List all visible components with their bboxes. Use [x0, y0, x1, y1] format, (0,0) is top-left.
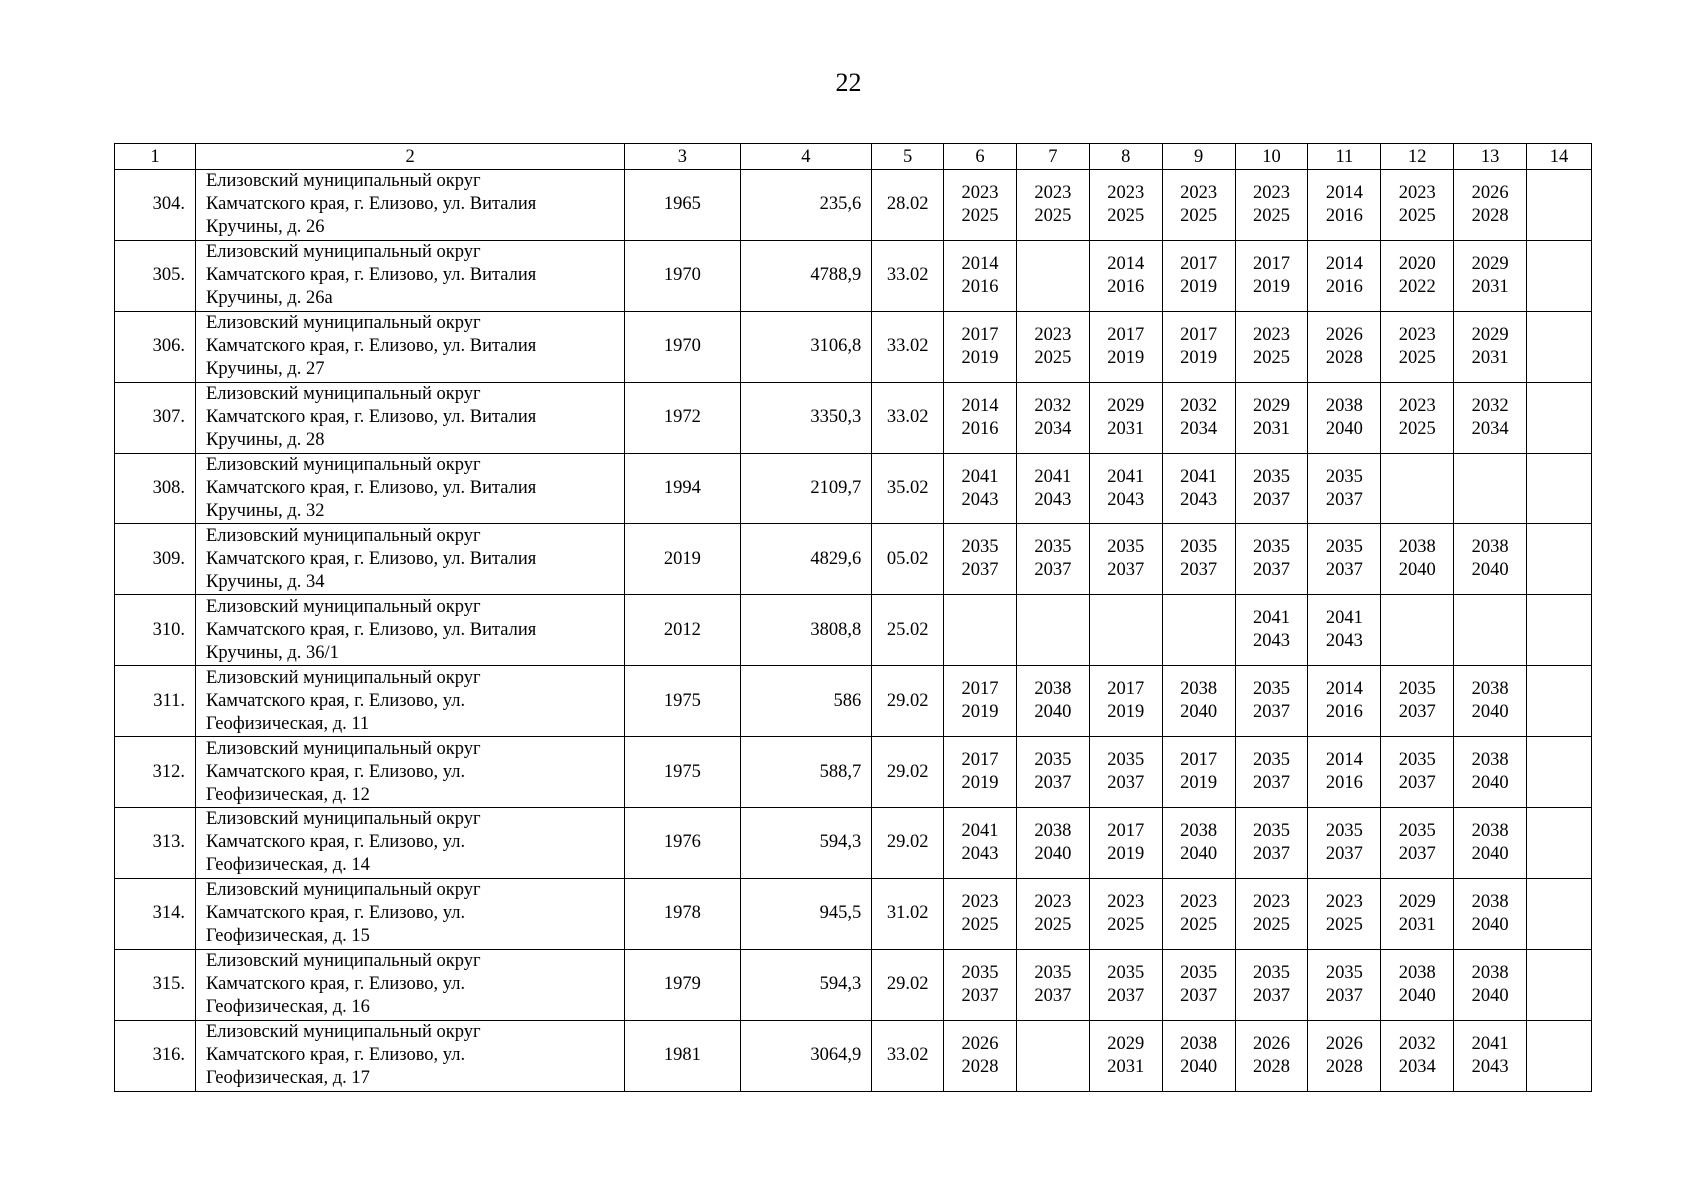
build-year-cell: 1972 [625, 382, 740, 453]
period-cell: 2038 2040 [1162, 808, 1235, 879]
address-cell: Елизовский муниципальный округ Камчатского края, г. Елизово, ул. Геофизическая, д. 14 [195, 808, 624, 879]
address-cell: Елизовский муниципальный округ Камчатского края, г. Елизово, ул. Виталия Кручины, д. 32 [195, 453, 624, 524]
address-cell: Елизовский муниципальный округ Камчатского края, г. Елизово, ул. Геофизическая, д. 12 [195, 737, 624, 808]
period-cell: 2038 2040 [1162, 666, 1235, 737]
row-number-cell: 305. [115, 240, 196, 311]
period-cell: 2035 2037 [1308, 808, 1381, 879]
period-cell: 2020 2022 [1381, 240, 1454, 311]
build-year-cell: 1970 [625, 240, 740, 311]
period-cell: 2035 2037 [1235, 949, 1308, 1020]
period-cell: 2035 2037 [944, 949, 1017, 1020]
area-cell: 3808,8 [740, 595, 872, 666]
address-cell: Елизовский муниципальный округ Камчатского края, г. Елизово, ул. Виталия Кручины, д. 27 [195, 311, 624, 382]
period-cell [1381, 453, 1454, 524]
period-cell: 2035 2037 [1016, 949, 1089, 1020]
area-cell: 588,7 [740, 737, 872, 808]
period-cell: 2038 2040 [1162, 1020, 1235, 1091]
period-cell [1527, 595, 1592, 666]
row-number-cell: 314. [115, 878, 196, 949]
period-cell: 2038 2040 [1454, 524, 1527, 595]
period-cell: 2041 2043 [944, 808, 1017, 879]
table-row [115, 666, 1592, 737]
period-cell [1454, 453, 1527, 524]
period-cell: 2035 2037 [1235, 524, 1308, 595]
table-row [115, 524, 1592, 595]
area-cell: 3106,8 [740, 311, 872, 382]
column-header: 11 [1308, 144, 1381, 170]
build-year-cell: 1970 [625, 311, 740, 382]
code-cell: 29.02 [872, 737, 944, 808]
period-cell: 2023 2025 [1235, 170, 1308, 241]
period-cell: 2029 2031 [1381, 878, 1454, 949]
period-cell: 2035 2037 [1235, 808, 1308, 879]
page-number: 22 [835, 68, 862, 97]
period-cell: 2017 2019 [1089, 311, 1162, 382]
code-cell: 29.02 [872, 949, 944, 1020]
row-number-cell: 312. [115, 737, 196, 808]
period-cell: 2038 2040 [1454, 878, 1527, 949]
table-body [115, 170, 1592, 1092]
build-year-cell: 1975 [625, 666, 740, 737]
period-cell: 2023 2025 [1308, 878, 1381, 949]
period-cell: 2041 2043 [1016, 453, 1089, 524]
area-cell: 945,5 [740, 878, 872, 949]
period-cell: 2035 2037 [1381, 808, 1454, 879]
period-cell: 2029 2031 [1454, 240, 1527, 311]
period-cell: 2029 2031 [1089, 1020, 1162, 1091]
code-cell: 28.02 [872, 170, 944, 241]
header-row [115, 144, 1592, 170]
column-header: 1 [115, 144, 196, 170]
period-cell: 2014 2016 [1308, 666, 1381, 737]
row-number-cell: 307. [115, 382, 196, 453]
period-cell [1527, 524, 1592, 595]
period-cell: 2029 2031 [1089, 382, 1162, 453]
period-cell: 2035 2037 [1381, 737, 1454, 808]
period-cell: 2038 2040 [1381, 949, 1454, 1020]
period-cell: 2038 2040 [1381, 524, 1454, 595]
period-cell [1527, 737, 1592, 808]
period-cell: 2017 2019 [944, 311, 1017, 382]
period-cell: 2017 2019 [1162, 311, 1235, 382]
area-cell: 3064,9 [740, 1020, 872, 1091]
period-cell: 2014 2016 [1308, 737, 1381, 808]
column-header: 12 [1381, 144, 1454, 170]
table-row [115, 808, 1592, 879]
build-year-cell: 1965 [625, 170, 740, 241]
period-cell: 2023 2025 [1089, 878, 1162, 949]
period-cell: 2023 2025 [1089, 170, 1162, 241]
period-cell: 2023 2025 [1381, 311, 1454, 382]
column-header: 13 [1454, 144, 1527, 170]
period-cell [1527, 311, 1592, 382]
column-header: 3 [625, 144, 740, 170]
period-cell [1089, 595, 1162, 666]
period-cell: 2035 2037 [1308, 949, 1381, 1020]
code-cell: 33.02 [872, 240, 944, 311]
area-cell: 4788,9 [740, 240, 872, 311]
period-cell: 2041 2043 [944, 453, 1017, 524]
period-cell: 2041 2043 [1454, 1020, 1527, 1091]
code-cell: 31.02 [872, 878, 944, 949]
row-number-cell: 310. [115, 595, 196, 666]
period-cell: 2017 2019 [1162, 737, 1235, 808]
period-cell: 2032 2034 [1016, 382, 1089, 453]
build-year-cell: 1979 [625, 949, 740, 1020]
period-cell: 2029 2031 [1235, 382, 1308, 453]
build-year-cell: 2019 [625, 524, 740, 595]
period-cell: 2023 2025 [1016, 170, 1089, 241]
column-header: 6 [944, 144, 1017, 170]
period-cell: 2038 2040 [1454, 666, 1527, 737]
period-cell [1527, 453, 1592, 524]
period-cell [1527, 666, 1592, 737]
area-cell: 235,6 [740, 170, 872, 241]
build-year-cell: 1994 [625, 453, 740, 524]
column-header: 10 [1235, 144, 1308, 170]
period-cell: 2023 2025 [1162, 170, 1235, 241]
period-cell [1527, 1020, 1592, 1091]
period-cell: 2035 2037 [1016, 737, 1089, 808]
period-cell: 2038 2040 [1308, 382, 1381, 453]
period-cell: 2035 2037 [1235, 666, 1308, 737]
row-number-cell: 316. [115, 1020, 196, 1091]
column-header: 9 [1162, 144, 1235, 170]
address-cell: Елизовский муниципальный округ Камчатского края, г. Елизово, ул. Виталия Кручины, д. 26 [195, 170, 624, 241]
period-cell: 2035 2037 [1089, 737, 1162, 808]
code-cell: 33.02 [872, 311, 944, 382]
period-cell: 2035 2037 [1235, 453, 1308, 524]
row-number-cell: 306. [115, 311, 196, 382]
table-row [115, 737, 1592, 808]
period-cell: 2035 2037 [1162, 949, 1235, 1020]
code-cell: 25.02 [872, 595, 944, 666]
period-cell: 2023 2025 [1235, 878, 1308, 949]
period-cell: 2026 2028 [1308, 311, 1381, 382]
period-cell: 2017 2019 [1162, 240, 1235, 311]
column-header: 8 [1089, 144, 1162, 170]
period-cell: 2014 2016 [1308, 240, 1381, 311]
build-year-cell: 1981 [625, 1020, 740, 1091]
period-cell: 2014 2016 [1308, 170, 1381, 241]
period-cell: 2038 2040 [1016, 666, 1089, 737]
period-cell: 2023 2025 [1016, 311, 1089, 382]
address-cell: Елизовский муниципальный округ Камчатского края, г. Елизово, ул. Виталия Кручины, д. 28 [195, 382, 624, 453]
period-cell: 2038 2040 [1454, 949, 1527, 1020]
area-cell: 3350,3 [740, 382, 872, 453]
row-number-cell: 313. [115, 808, 196, 879]
period-cell: 2041 2043 [1308, 595, 1381, 666]
period-cell: 2035 2037 [1162, 524, 1235, 595]
table-row [115, 453, 1592, 524]
period-cell: 2014 2016 [944, 240, 1017, 311]
address-cell: Елизовский муниципальный округ Камчатского края, г. Елизово, ул. Виталия Кручины, д. 26а [195, 240, 624, 311]
row-number-cell: 311. [115, 666, 196, 737]
period-cell [1454, 595, 1527, 666]
period-cell [1016, 595, 1089, 666]
period-cell: 2017 2019 [1089, 808, 1162, 879]
code-cell: 29.02 [872, 666, 944, 737]
row-number-cell: 308. [115, 453, 196, 524]
period-cell [1381, 595, 1454, 666]
period-cell: 2017 2019 [1235, 240, 1308, 311]
area-cell: 586 [740, 666, 872, 737]
build-year-cell: 1978 [625, 878, 740, 949]
address-cell: Елизовский муниципальный округ Камчатского края, г. Елизово, ул. Геофизическая, д. 16 [195, 949, 624, 1020]
period-cell: 2017 2019 [1089, 666, 1162, 737]
period-cell [1527, 382, 1592, 453]
code-cell: 05.02 [872, 524, 944, 595]
table-row [115, 240, 1592, 311]
period-cell: 2014 2016 [1089, 240, 1162, 311]
period-cell: 2038 2040 [1016, 808, 1089, 879]
table-row [115, 1020, 1592, 1091]
period-cell: 2041 2043 [1089, 453, 1162, 524]
column-header: 5 [872, 144, 944, 170]
period-cell: 2017 2019 [944, 666, 1017, 737]
period-cell: 2035 2037 [1089, 949, 1162, 1020]
period-cell: 2032 2034 [1162, 382, 1235, 453]
period-cell: 2017 2019 [944, 737, 1017, 808]
period-cell [1527, 878, 1592, 949]
period-cell: 2035 2037 [1016, 524, 1089, 595]
build-year-cell: 1976 [625, 808, 740, 879]
period-cell: 2014 2016 [944, 382, 1017, 453]
code-cell: 33.02 [872, 1020, 944, 1091]
address-cell: Елизовский муниципальный округ Камчатского края, г. Елизово, ул. Геофизическая, д. 11 [195, 666, 624, 737]
period-cell [1527, 240, 1592, 311]
build-year-cell: 1975 [625, 737, 740, 808]
period-cell [944, 595, 1017, 666]
period-cell [1527, 808, 1592, 879]
column-header: 4 [740, 144, 872, 170]
column-header: 2 [195, 144, 624, 170]
code-cell: 29.02 [872, 808, 944, 879]
table-row [115, 382, 1592, 453]
period-cell: 2041 2043 [1235, 595, 1308, 666]
period-cell: 2035 2037 [944, 524, 1017, 595]
period-cell: 2032 2034 [1454, 382, 1527, 453]
period-cell: 2023 2025 [1162, 878, 1235, 949]
build-year-cell: 2012 [625, 595, 740, 666]
row-number-cell: 304. [115, 170, 196, 241]
address-cell: Елизовский муниципальный округ Камчатского края, г. Елизово, ул. Геофизическая, д. 17 [195, 1020, 624, 1091]
period-cell: 2023 2025 [1381, 382, 1454, 453]
period-cell: 2035 2037 [1235, 737, 1308, 808]
period-cell: 2023 2025 [944, 170, 1017, 241]
period-cell: 2023 2025 [944, 878, 1017, 949]
row-number-cell: 309. [115, 524, 196, 595]
period-cell [1016, 240, 1089, 311]
period-cell [1016, 1020, 1089, 1091]
period-cell: 2035 2037 [1089, 524, 1162, 595]
area-cell: 4829,6 [740, 524, 872, 595]
period-cell: 2041 2043 [1162, 453, 1235, 524]
period-cell: 2029 2031 [1454, 311, 1527, 382]
period-cell: 2035 2037 [1308, 453, 1381, 524]
code-cell: 35.02 [872, 453, 944, 524]
period-cell: 2023 2025 [1235, 311, 1308, 382]
address-cell: Елизовский муниципальный округ Камчатского края, г. Елизово, ул. Виталия Кручины, д. 34 [195, 524, 624, 595]
table-row [115, 170, 1592, 241]
overhaul-schedule-table [114, 143, 1592, 1092]
area-cell: 594,3 [740, 808, 872, 879]
area-cell: 594,3 [740, 949, 872, 1020]
table-row [115, 949, 1592, 1020]
period-cell [1162, 595, 1235, 666]
period-cell [1527, 170, 1592, 241]
period-cell: 2038 2040 [1454, 808, 1527, 879]
code-cell: 33.02 [872, 382, 944, 453]
area-cell: 2109,7 [740, 453, 872, 524]
row-number-cell: 315. [115, 949, 196, 1020]
address-cell: Елизовский муниципальный округ Камчатского края, г. Елизово, ул. Виталия Кручины, д. 36/1 [195, 595, 624, 666]
period-cell: 2026 2028 [1308, 1020, 1381, 1091]
column-header: 7 [1016, 144, 1089, 170]
period-cell: 2026 2028 [1454, 170, 1527, 241]
table-row [115, 311, 1592, 382]
address-cell: Елизовский муниципальный округ Камчатского края, г. Елизово, ул. Геофизическая, д. 15 [195, 878, 624, 949]
period-cell: 2038 2040 [1454, 737, 1527, 808]
column-header: 14 [1527, 144, 1592, 170]
period-cell: 2035 2037 [1308, 524, 1381, 595]
period-cell: 2023 2025 [1016, 878, 1089, 949]
period-cell: 2032 2034 [1381, 1020, 1454, 1091]
period-cell [1527, 949, 1592, 1020]
table-row [115, 595, 1592, 666]
period-cell: 2026 2028 [944, 1020, 1017, 1091]
period-cell: 2026 2028 [1235, 1020, 1308, 1091]
table-row [115, 878, 1592, 949]
period-cell: 2023 2025 [1381, 170, 1454, 241]
period-cell: 2035 2037 [1381, 666, 1454, 737]
